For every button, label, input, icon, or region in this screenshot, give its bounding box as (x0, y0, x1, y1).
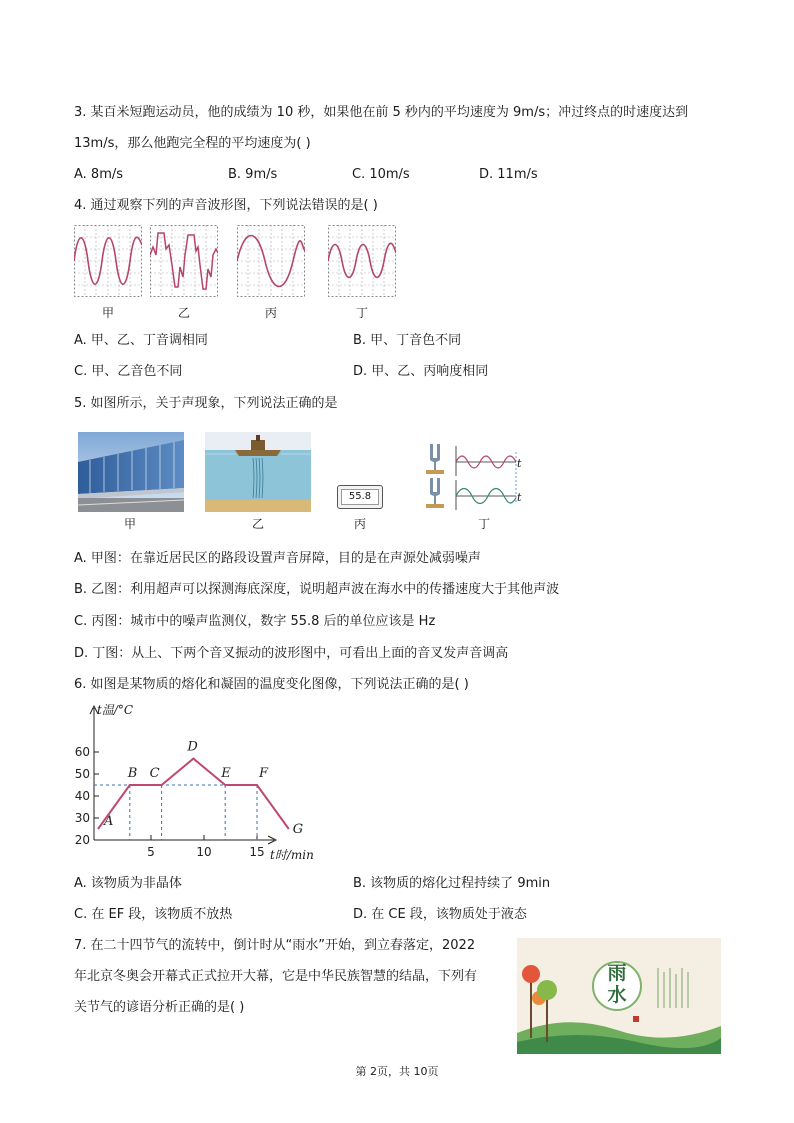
y-axis-label: t温/°C (97, 703, 134, 717)
fork-axis-t-upper: t (517, 457, 522, 470)
sonar-ship-image (205, 432, 311, 512)
point-label-G: G (292, 822, 304, 837)
q5-option-d: D. 丁图：从上、下两个音叉振动的波形图中，可看出上面的音叉发声音调高 (74, 646, 509, 661)
y-tick-label: 30 (74, 811, 90, 825)
point-label-E: E (221, 766, 231, 781)
q6-option-a: A. 该物质为非晶体 (74, 876, 182, 891)
q3-line1: 3. 某百米短跑运动员，他的成绩为 10 秒，如果他在前 5 秒内的平均速度为 9m/s；冲过终点的时速度达到 (74, 105, 689, 120)
x-tick-label: 5 (147, 845, 155, 859)
waveform-ding (328, 225, 396, 297)
point-label-B: B (127, 766, 138, 781)
y-tick-label: 40 (74, 789, 90, 803)
q5-label-ding: 丁 (477, 517, 490, 531)
q3-option-c: C. 10m/s (352, 167, 410, 182)
x-tick-label: 10 (196, 845, 212, 859)
q5-label-bing: 丙 (353, 517, 366, 531)
x-tick-label: 15 (249, 845, 265, 859)
q3-option-d: D. 11m/s (479, 167, 538, 182)
q3-option-b: B. 9m/s (228, 167, 278, 182)
x-axis-label: t时/min (270, 848, 314, 862)
noise-monitor-image (337, 485, 383, 509)
yushui-solar-term-image (517, 938, 721, 1054)
q4-option-a: A. 甲、乙、丁音调相同 (74, 333, 208, 348)
noise-monitor-value: 55.8 (341, 489, 379, 505)
point-label-D: D (187, 739, 198, 755)
point-label-F: F (259, 766, 269, 781)
q6-option-d: D. 在 CE 段，该物质处于液态 (353, 907, 527, 922)
q4-option-c: C. 甲、乙音色不同 (74, 364, 183, 379)
q5-label-jia: 甲 (123, 517, 136, 531)
q3-option-a: A. 8m/s (74, 167, 124, 182)
q4-label-ding: 丁 (355, 306, 368, 320)
q5-option-b: B. 乙图：利用超声可以探测海底深度，说明超声波在海水中的传播速度大于其他声波 (74, 582, 560, 597)
q5-label-yi: 乙 (251, 517, 264, 531)
page-footer: 第 2页，共 10页 (355, 1065, 439, 1078)
q4-label-jia: 甲 (101, 306, 114, 320)
q5-option-a: A. 甲图：在靠近居民区的路段设置声音屏障，目的是在声源处减弱噪声 (74, 551, 481, 566)
point-label-C: C (149, 766, 160, 781)
q4-option-b: B. 甲、丁音色不同 (353, 333, 462, 348)
melting-chart (74, 700, 334, 865)
y-tick-label: 20 (74, 833, 90, 847)
tuning-fork-waveforms (424, 442, 524, 514)
q7-line3: 关节气的谚语分析正确的是( ) (74, 1000, 245, 1015)
waveform-jia (74, 225, 142, 297)
q6-option-b: B. 该物质的熔化过程持续了 9min (353, 876, 551, 891)
q7-line2: 年北京冬奥会开幕式正式拉开大幕，它是中华民族智慧的结晶，下列有 (74, 969, 478, 984)
y-tick-label: 60 (74, 745, 90, 759)
sound-barrier-image (78, 432, 184, 512)
waveform-bing (237, 225, 305, 297)
waveform-yi (150, 225, 218, 297)
q7-line1: 7. 在二十四节气的流转中，倒计时从“雨水”开始，到立春落定，2022 (74, 938, 476, 953)
q5-option-c: C. 丙图：城市中的噪声监测仪，数字 55.8 后的单位应该是 Hz (74, 614, 436, 629)
q5-stem: 5. 如图所示，关于声现象，下列说法正确的是 (74, 396, 338, 411)
yushui-image-text: 雨水 (607, 962, 627, 1006)
q6-option-c: C. 在 EF 段，该物质不放热 (74, 907, 233, 922)
fork-axis-t-lower: t (517, 491, 522, 504)
q4-label-bing: 丙 (264, 306, 277, 320)
q4-label-yi: 乙 (177, 306, 190, 320)
q4-stem: 4. 通过观察下列的声音波形图，下列说法错误的是( ) (74, 198, 378, 213)
q4-option-d: D. 甲、乙、丙响度相同 (353, 364, 489, 379)
q3-line2: 13m/s，那么他跑完全程的平均速度为( ) (74, 136, 311, 151)
y-tick-label: 50 (74, 767, 90, 781)
point-label-A: A (104, 814, 114, 829)
q6-stem: 6. 如图是某物质的熔化和凝固的温度变化图像，下列说法正确的是( ) (74, 677, 469, 692)
